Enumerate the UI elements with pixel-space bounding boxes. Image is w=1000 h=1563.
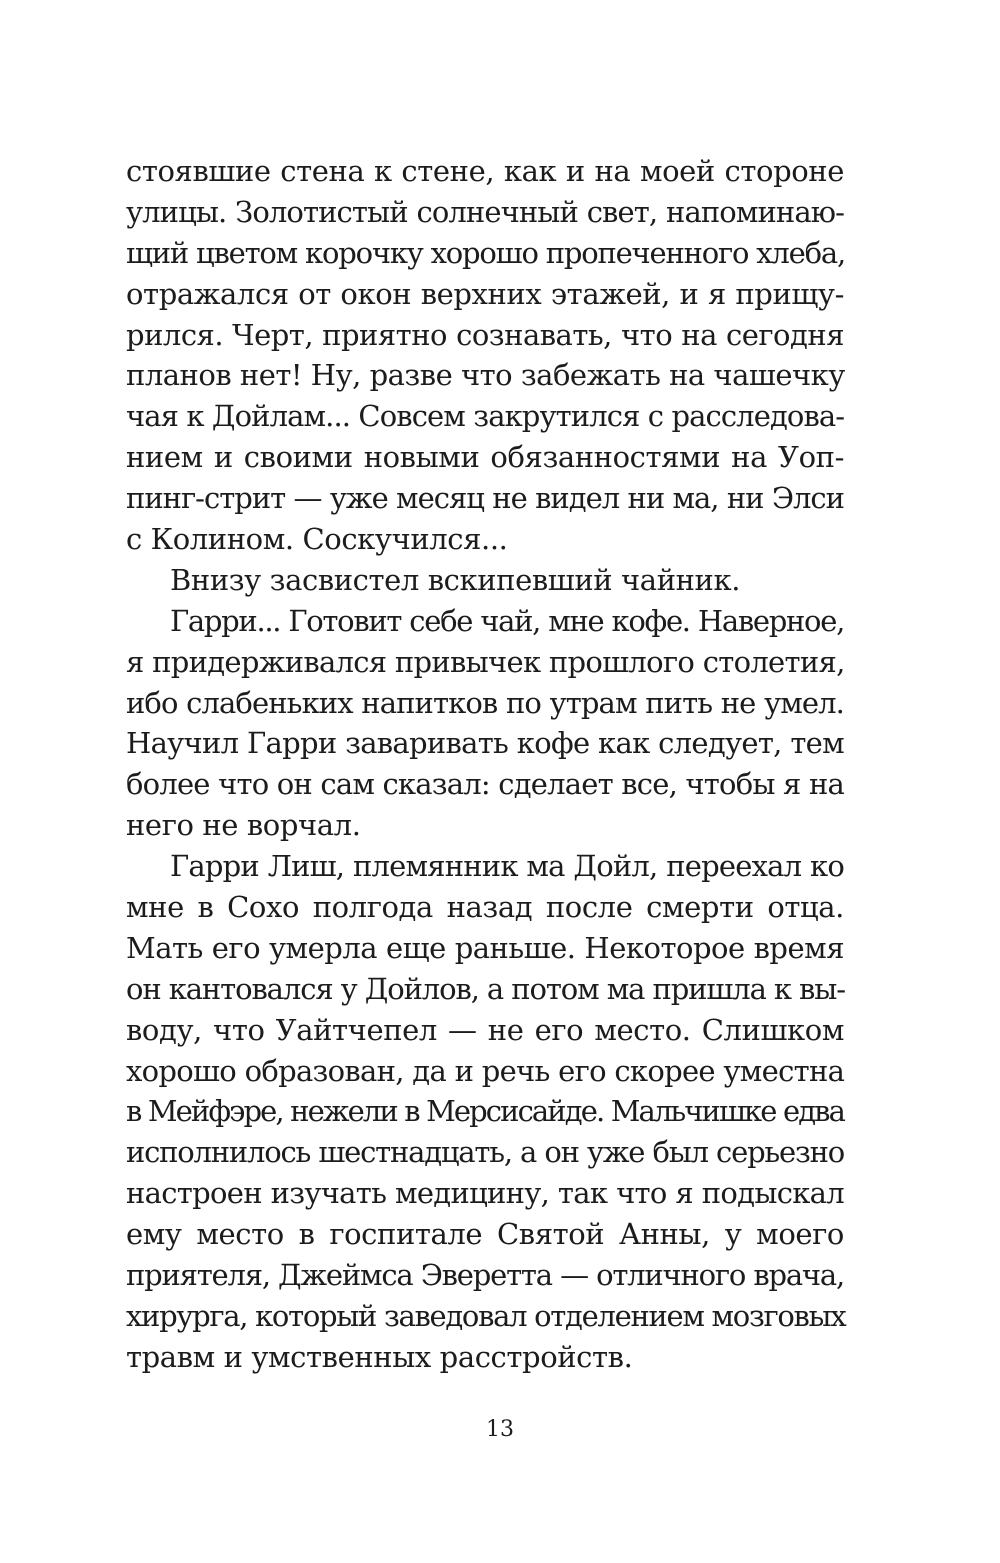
text-line: Мать его умерла еще раньше. Некоторое время: [126, 930, 844, 965]
text-line: мне в Сохо полгода назад после смерти отца.: [126, 890, 844, 925]
text-line: Гарри Лиш, племянник ма Дойл, переехал ко: [170, 849, 844, 884]
text-line: отражался от окон верхних этажей, и я прищу-: [126, 276, 844, 311]
text-line: я придерживался привычек прошлого столетия,: [126, 644, 845, 679]
text-line: исполнилось шестнадцать, а он уже был серьезно: [126, 1135, 844, 1170]
text-line: ибо слабеньких напитков по утрам пить не умел.: [126, 685, 844, 720]
text-line: стоявшие стена к стене, как и на моей стороне: [126, 154, 844, 188]
text-line: Гарри... Готовит себе чай, мне кофе. Наверное,: [170, 603, 844, 638]
text-line: щий цветом корочку хорошо пропеченного хлеба,: [126, 235, 845, 270]
text-line: ему место в госпитале Святой Анны, у моего: [126, 1217, 844, 1252]
text-line: пинг-стрит — уже месяц не видел ни ма, ни Элси: [126, 481, 844, 516]
page-number: 13: [486, 1417, 514, 1442]
text-line: нием и своими новыми обязанностями на Уоп-: [126, 440, 844, 475]
paragraph-4: [126, 846, 844, 1378]
text-line: более что он сам сказал: сделает все, чтобы я на: [126, 767, 844, 802]
paragraph-1: [126, 151, 844, 560]
paragraph-3: [126, 601, 844, 846]
text-line: он кантовался у Дойлов, а потом ма пришла к вы-: [126, 971, 845, 1006]
text-line: травм и умственных расстройств.: [126, 1339, 633, 1374]
paragraph-2: [126, 560, 844, 601]
text-line: рился. Черт, приятно сознавать, что на сегодня: [126, 317, 844, 352]
text-line: хорошо образован, да и речь его скорее уместна: [126, 1053, 845, 1088]
body-text: [126, 151, 844, 1378]
text-line: в Мейфэре, нежели в Мерсисайде. Мальчишке едва: [126, 1094, 844, 1129]
text-line: с Колином. Соскучился...: [126, 522, 508, 557]
text-line: планов нет! Ну, разве что забежать на чашечку: [126, 358, 845, 393]
text-line: приятеля, Джеймса Эверетта — отличного врача,: [126, 1258, 844, 1293]
text-line: чая к Дойлам... Совсем закрутился с расследова-: [126, 399, 845, 434]
text-line: него не ворчал.: [126, 808, 361, 843]
text-line: воду, что Уайтчепел — не его место. Слишком: [126, 1012, 844, 1047]
text-line: настроен изучать медицину, так что я подыскал: [126, 1176, 844, 1211]
text-line: Внизу засвистел вскипевший чайник.: [170, 562, 741, 597]
text-line: Научил Гарри заваривать кофе как следует, тем: [126, 726, 844, 761]
text-line: улицы. Золотистый солнечный свет, напоминаю-: [126, 194, 844, 229]
text-line: хирурга, который заведовал отделением мозговых: [126, 1298, 846, 1333]
